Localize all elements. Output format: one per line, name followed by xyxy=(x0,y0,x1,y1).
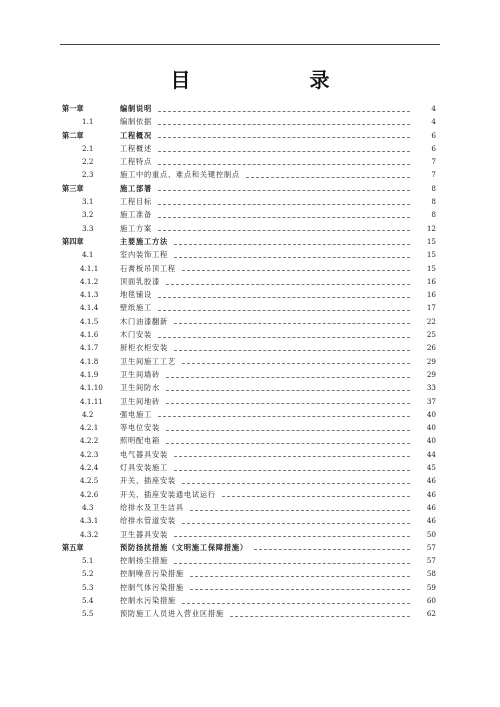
toc-leader-dots xyxy=(182,269,410,271)
toc-entry-page: 17 xyxy=(426,303,436,313)
toc-entry[interactable] xyxy=(62,501,436,514)
toc-leader-dots xyxy=(174,455,410,457)
toc-entry[interactable] xyxy=(62,594,436,607)
toc-entry-page: 25 xyxy=(426,330,436,340)
toc-entry-number: 4.1.1 xyxy=(80,263,99,273)
toc-entry-title: 工程概述 xyxy=(120,143,152,153)
toc-entry[interactable] xyxy=(62,301,436,314)
toc-entry[interactable] xyxy=(62,115,436,128)
toc-entry-page: 7 xyxy=(431,170,436,180)
toc-entry[interactable] xyxy=(62,607,436,620)
toc-leader-dots xyxy=(158,123,410,125)
toc-leader-dots xyxy=(158,309,410,311)
table-of-contents xyxy=(62,102,436,621)
toc-entry-title: 给排水管道安装 xyxy=(120,516,176,526)
toc-entry-title: 顶面乳胶漆 xyxy=(120,276,160,286)
toc-entry-page: 22 xyxy=(426,316,436,326)
toc-entry-title: 控制扬尘措施 xyxy=(120,556,168,566)
toc-entry-number: 4.1.2 xyxy=(80,276,99,286)
toc-entry[interactable] xyxy=(62,262,436,275)
toc-entry-title: 给排水及卫生洁具 xyxy=(120,502,184,512)
toc-entry-page: 37 xyxy=(426,396,436,406)
toc-entry-page: 62 xyxy=(426,609,436,619)
toc-leader-dots xyxy=(246,176,410,178)
toc-entry-title: 电气器具安装 xyxy=(120,449,168,459)
toc-entry-page: 15 xyxy=(426,250,436,260)
toc-entry-title: 施工准备 xyxy=(120,210,152,220)
toc-leader-dots xyxy=(158,110,410,112)
toc-entry[interactable] xyxy=(62,381,436,394)
toc-entry-number: 2.2 xyxy=(82,157,94,167)
toc-entry-title: 室内装饰工程 xyxy=(120,250,168,260)
toc-entry[interactable] xyxy=(62,528,436,541)
toc-entry-number: 3.2 xyxy=(82,210,94,220)
toc-entry[interactable] xyxy=(62,355,436,368)
toc-entry-number: 4.1.4 xyxy=(80,303,99,313)
toc-entry-page: 8 xyxy=(431,197,436,207)
toc-entry-page: 57 xyxy=(426,556,436,566)
toc-entry-number: 5.4 xyxy=(82,595,94,605)
toc-entry-title: 编制说明 xyxy=(120,104,152,113)
toc-entry-number: 4.2.3 xyxy=(80,449,99,459)
toc-entry-page: 33 xyxy=(426,383,436,393)
toc-entry[interactable] xyxy=(62,514,436,527)
toc-entry-title: 工程概况 xyxy=(120,130,152,140)
toc-leader-dots xyxy=(174,349,410,351)
toc-entry-page: 45 xyxy=(426,463,436,473)
toc-leader-dots xyxy=(182,522,410,524)
toc-entry-page: 29 xyxy=(426,369,436,379)
toc-entry-number: 4.1.7 xyxy=(80,343,99,353)
toc-entry-number: 4.2.4 xyxy=(80,463,99,473)
toc-entry[interactable] xyxy=(62,368,436,381)
toc-entry-number: 4.1.5 xyxy=(80,316,99,326)
toc-entry-page: 40 xyxy=(426,436,436,446)
toc-entry-page: 46 xyxy=(426,476,436,486)
toc-entry[interactable] xyxy=(62,155,436,168)
toc-entry-title: 施工中的重点、难点和关键控制点 xyxy=(120,170,240,180)
toc-entry[interactable] xyxy=(62,434,436,447)
toc-entry-number: 5.5 xyxy=(82,609,94,619)
toc-leader-dots xyxy=(174,322,410,324)
toc-entry-title: 卫生器具安装 xyxy=(120,529,168,539)
toc-entry-page: 7 xyxy=(431,157,436,167)
toc-entry[interactable] xyxy=(62,129,436,142)
toc-leader-dots xyxy=(158,415,410,417)
toc-leader-dots xyxy=(158,150,410,152)
toc-entry-page: 50 xyxy=(426,529,436,539)
toc-entry-title: 编制依据 xyxy=(120,117,152,127)
toc-entry[interactable] xyxy=(62,554,436,567)
toc-entry-number: 5.3 xyxy=(82,582,94,592)
toc-leader-dots xyxy=(182,362,410,364)
toc-leader-dots xyxy=(158,336,410,338)
toc-entry-title: 木门安装 xyxy=(120,330,152,340)
toc-leader-dots xyxy=(182,602,410,604)
toc-entry-page: 16 xyxy=(426,290,436,300)
toc-entry-page: 46 xyxy=(426,502,436,512)
toc-entry-title: 厨柜衣柜安装 xyxy=(120,343,168,353)
toc-leader-dots xyxy=(254,548,410,550)
toc-entry-number: 5.1 xyxy=(82,556,94,566)
toc-entry-number: 4.1.3 xyxy=(80,290,99,300)
toc-entry-title: 主要施工方法 xyxy=(120,236,168,246)
toc-entry-page: 15 xyxy=(426,263,436,273)
toc-entry-number: 第四章 xyxy=(62,236,84,246)
toc-entry[interactable] xyxy=(62,195,436,208)
toc-entry-number: 4.1.11 xyxy=(80,396,103,406)
toc-leader-dots xyxy=(174,535,410,537)
toc-leader-dots xyxy=(166,376,410,378)
toc-entry-title: 地毯铺设 xyxy=(120,290,152,300)
toc-leader-dots xyxy=(190,588,410,590)
toc-entry[interactable] xyxy=(62,248,436,261)
toc-entry-page: 12 xyxy=(426,223,436,233)
toc-entry[interactable] xyxy=(62,288,436,301)
toc-entry[interactable] xyxy=(62,488,436,501)
toc-entry-page: 40 xyxy=(426,409,436,419)
toc-entry[interactable] xyxy=(62,328,436,341)
toc-entry-title: 控制噪音污染措施 xyxy=(120,569,184,579)
toc-entry-title: 施工部署 xyxy=(120,183,152,193)
toc-entry-number: 3.1 xyxy=(82,197,94,207)
toc-entry[interactable] xyxy=(62,222,436,235)
toc-entry-number: 1.1 xyxy=(82,117,94,127)
toc-entry[interactable] xyxy=(62,461,436,474)
toc-leader-dots xyxy=(166,283,410,285)
toc-entry-title: 强电施工 xyxy=(120,409,152,419)
toc-leader-dots xyxy=(158,136,410,138)
toc-leader-dots xyxy=(158,229,410,231)
toc-leader-dots xyxy=(174,469,410,471)
toc-entry-title: 卫生间防水 xyxy=(120,383,160,393)
toc-entry-page: 26 xyxy=(426,343,436,353)
toc-entry-page: 40 xyxy=(426,423,436,433)
toc-entry-title: 照明配电箱 xyxy=(120,436,160,446)
toc-leader-dots xyxy=(166,402,410,404)
toc-entry-title: 工程目标 xyxy=(120,197,152,207)
toc-entry-number: 4.2.2 xyxy=(80,436,99,446)
toc-entry[interactable] xyxy=(62,395,436,408)
toc-entry-page: 6 xyxy=(431,130,436,140)
toc-entry-number: 4.2 xyxy=(82,409,94,419)
toc-leader-dots xyxy=(182,482,410,484)
toc-entry-number: 5.2 xyxy=(82,569,94,579)
toc-entry-title: 卫生间地砖 xyxy=(120,396,160,406)
toc-entry-title: 施工方案 xyxy=(120,223,152,233)
toc-entry-page: 15 xyxy=(426,236,436,246)
toc-entry-number: 第二章 xyxy=(62,130,84,140)
toc-entry-title: 灯具安装施工 xyxy=(120,463,168,473)
toc-entry-number: 4.2.1 xyxy=(80,423,99,433)
toc-leader-dots xyxy=(174,562,410,564)
toc-entry-title: 木门油漆翻新 xyxy=(120,316,168,326)
toc-entry-number: 第一章 xyxy=(62,104,84,113)
toc-entry-number: 第五章 xyxy=(62,542,84,552)
toc-entry-title: 开关、插座安装 xyxy=(120,476,176,486)
toc-entry-number: 4.1.9 xyxy=(80,369,99,379)
toc-entry[interactable] xyxy=(62,102,436,115)
toc-leader-dots xyxy=(230,615,410,617)
toc-leader-dots xyxy=(158,189,410,191)
toc-entry-title: 预防扬扰措施（文明施工保障措施） xyxy=(120,542,248,552)
toc-entry-title: 工程特点 xyxy=(120,157,152,167)
toc-entry-page: 29 xyxy=(426,356,436,366)
toc-entry-page: 4 xyxy=(431,104,436,113)
toc-entry[interactable] xyxy=(62,421,436,434)
toc-entry-page: 6 xyxy=(431,143,436,153)
toc-leader-dots xyxy=(158,163,410,165)
toc-entry-page: 8 xyxy=(431,210,436,220)
toc-entry-page: 58 xyxy=(426,569,436,579)
toc-entry-page: 59 xyxy=(426,582,436,592)
toc-entry-title: 开关、插座安装通电试运行 xyxy=(120,489,216,499)
toc-entry-number: 4.2.6 xyxy=(80,489,99,499)
toc-entry-title: 卫生间施工工艺 xyxy=(120,356,176,366)
toc-entry-title: 等电位安装 xyxy=(120,423,160,433)
toc-entry[interactable] xyxy=(62,567,436,580)
toc-entry[interactable] xyxy=(62,182,436,195)
toc-entry[interactable] xyxy=(62,168,436,181)
toc-entry-number: 4.2.5 xyxy=(80,476,99,486)
toc-entry-page: 16 xyxy=(426,276,436,286)
toc-entry[interactable] xyxy=(62,448,436,461)
toc-entry-page: 46 xyxy=(426,516,436,526)
toc-entry[interactable] xyxy=(62,541,436,554)
toc-entry-title: 预防施工人员进入营业区措施 xyxy=(120,609,224,619)
toc-leader-dots xyxy=(166,442,410,444)
toc-leader-dots xyxy=(190,575,410,577)
toc-leader-dots xyxy=(190,509,410,511)
toc-entry[interactable] xyxy=(62,341,436,354)
toc-entry-number: 4.1.6 xyxy=(80,330,99,340)
toc-entry-page: 44 xyxy=(426,449,436,459)
toc-entry-number: 4.1 xyxy=(82,250,94,260)
toc-entry-page: 4 xyxy=(431,117,436,127)
header-rule xyxy=(60,44,440,45)
toc-entry-page: 8 xyxy=(431,183,436,193)
toc-entry-number: 4.1.8 xyxy=(80,356,99,366)
toc-leader-dots xyxy=(166,429,410,431)
toc-entry-number: 第三章 xyxy=(62,183,84,193)
toc-leader-dots xyxy=(158,203,410,205)
toc-entry-number: 2.3 xyxy=(82,170,94,180)
toc-entry-page: 57 xyxy=(426,542,436,552)
toc-entry-number: 4.3.1 xyxy=(80,516,99,526)
toc-entry-title: 控制气体污染措施 xyxy=(120,582,184,592)
toc-leader-dots xyxy=(166,389,410,391)
toc-entry-title: 石膏板吊顶工程 xyxy=(120,263,176,273)
toc-entry-number: 4.3.2 xyxy=(80,529,99,539)
toc-entry-page: 46 xyxy=(426,489,436,499)
toc-entry[interactable] xyxy=(62,408,436,421)
toc-entry[interactable] xyxy=(62,142,436,155)
toc-entry-title: 控制水污染措施 xyxy=(120,595,176,605)
toc-entry-page: 60 xyxy=(426,595,436,605)
toc-leader-dots xyxy=(158,296,410,298)
toc-leader-dots xyxy=(222,495,410,497)
toc-entry-number: 2.1 xyxy=(82,143,94,153)
toc-entry[interactable] xyxy=(62,235,436,248)
toc-entry-title: 卫生间墙砖 xyxy=(120,369,160,379)
toc-entry-number: 4.1.10 xyxy=(80,383,103,393)
toc-entry-number: 3.3 xyxy=(82,223,94,233)
toc-entry[interactable] xyxy=(62,474,436,487)
toc-entry-number: 4.3 xyxy=(82,502,94,512)
toc-leader-dots xyxy=(158,216,410,218)
toc-leader-dots xyxy=(174,243,410,245)
toc-entry[interactable] xyxy=(62,315,436,328)
toc-entry[interactable] xyxy=(62,581,436,594)
toc-entry-title: 壁纸施工 xyxy=(120,303,152,313)
toc-leader-dots xyxy=(174,256,410,258)
toc-entry[interactable] xyxy=(62,208,436,221)
toc-title: 目 录 xyxy=(170,68,386,92)
toc-entry[interactable] xyxy=(62,275,436,288)
